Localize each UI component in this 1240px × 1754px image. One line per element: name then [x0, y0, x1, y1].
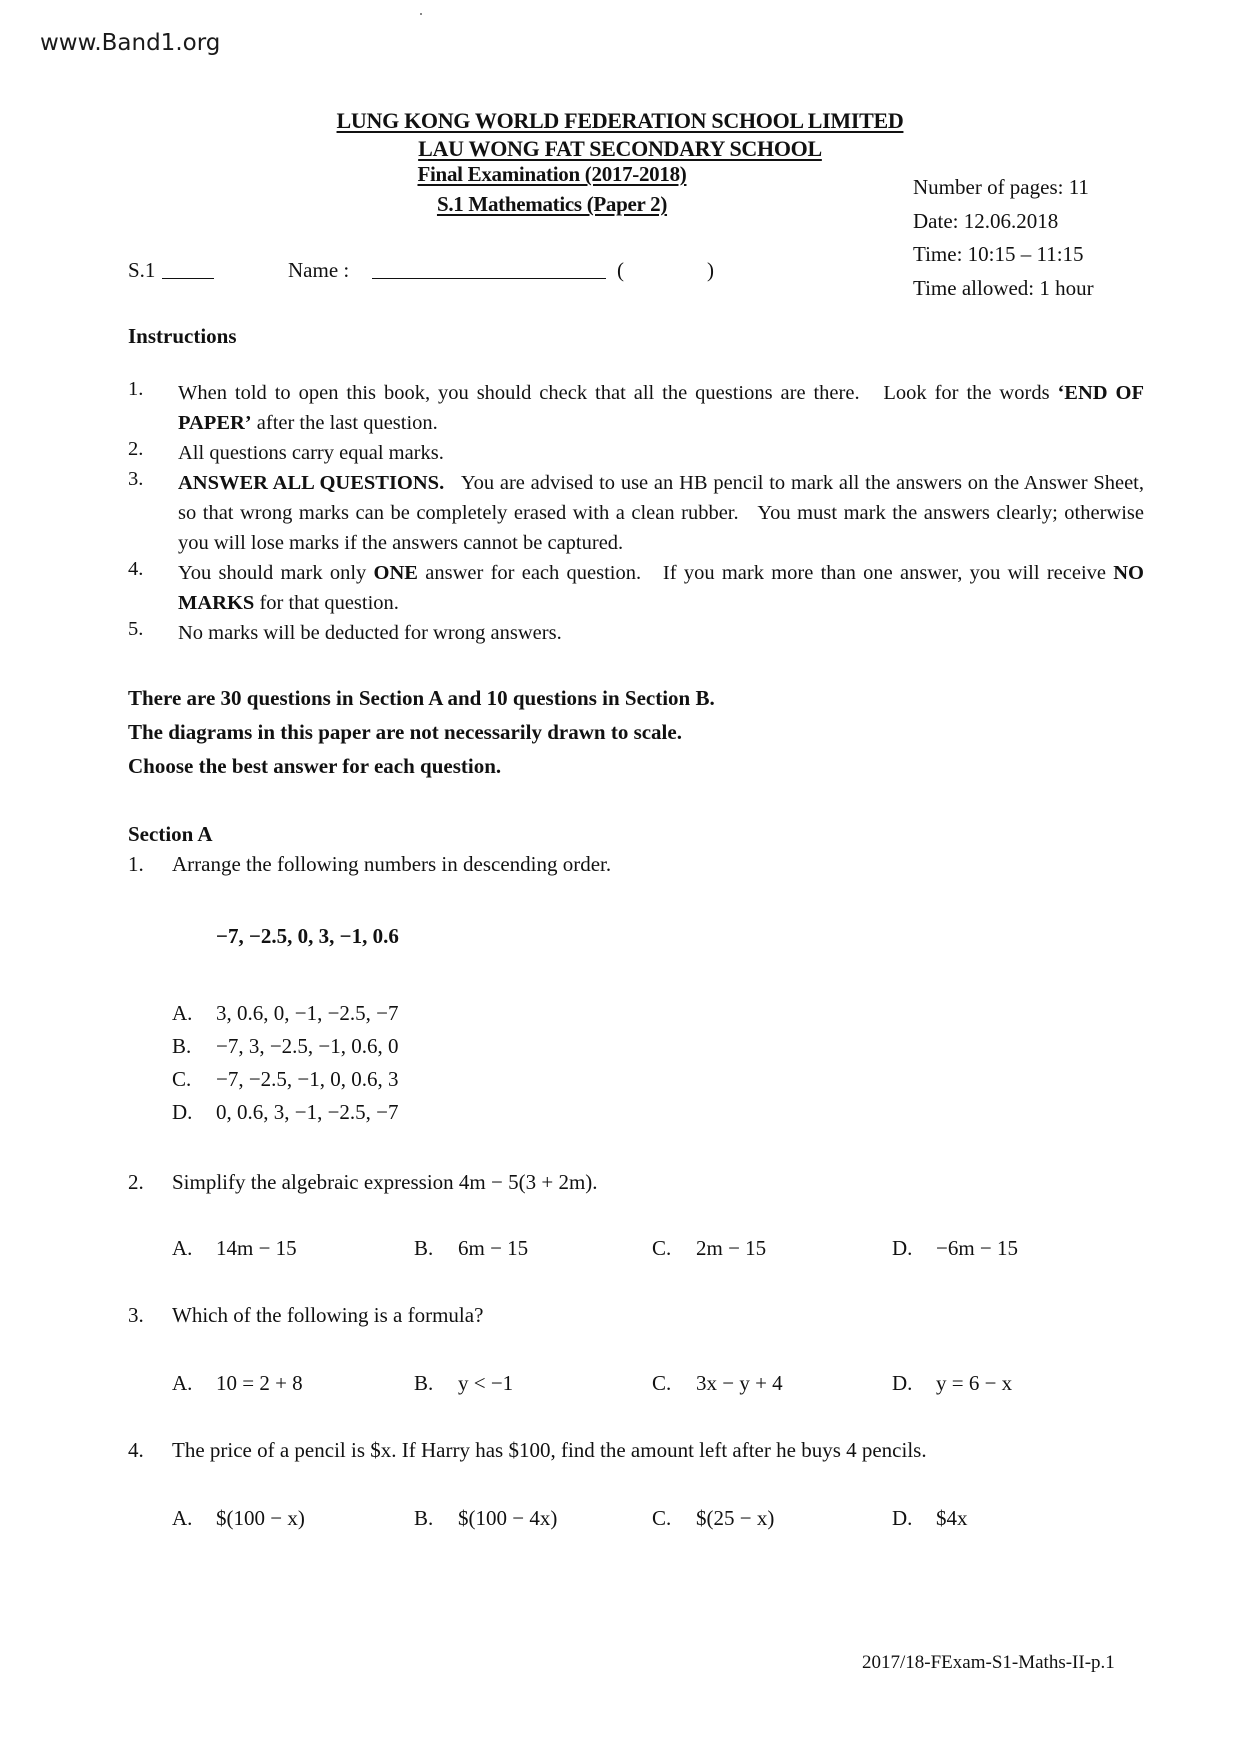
question-number: 3. [128, 1303, 144, 1327]
note-question-count: There are 30 questions in Section A and 10 questions in Section B. [128, 686, 715, 710]
question-number: 4. [128, 1438, 144, 1462]
option-value: −7, −2.5, −1, 0, 0.6, 3 [216, 1067, 399, 1091]
option-label: A. [172, 1506, 193, 1530]
option-label: B. [172, 1034, 192, 1058]
instructions-title: Instructions [128, 324, 237, 348]
instruction-number: 1. [128, 378, 144, 400]
instruction-text: All questions carry equal marks. [178, 442, 444, 464]
question-1-given-numbers: −7, −2.5, 0, 3, −1, 0.6 [216, 924, 399, 948]
meta-time: Time: 10:15 – 11:15 [913, 242, 1084, 266]
question-text: The price of a pencil is $x. If Harry has $100, find the amount left after he buys 4 pencils. [172, 1438, 927, 1462]
question-text: Arrange the following numbers in descending order. [172, 852, 612, 876]
header-school [0, 136, 1240, 162]
option-label: B. [414, 1371, 434, 1395]
class-number-paren-close: ) [707, 258, 714, 282]
header-exam-text: Final Examination (2017-2018) [417, 162, 687, 186]
option-value: 6m − 15 [458, 1236, 529, 1260]
option-label: D. [172, 1100, 193, 1124]
option-value: y = 6 − x [936, 1371, 1013, 1395]
header-school-text: LAU WONG FAT SECONDARY SCHOOL [418, 136, 822, 161]
watermark: www.Band1.org [40, 30, 221, 56]
option-label: C. [652, 1506, 672, 1530]
option-label: B. [414, 1236, 434, 1260]
option-value: $(25 − x) [696, 1506, 775, 1530]
option-value: $(100 − x) [216, 1506, 305, 1530]
question-number: 1. [128, 852, 144, 876]
option-value: −7, 3, −2.5, −1, 0.6, 0 [216, 1034, 399, 1058]
option-value: 3, 0.6, 0, −1, −2.5, −7 [216, 1001, 399, 1025]
instruction-number: 3. [128, 468, 144, 490]
option-label: A. [172, 1371, 193, 1395]
option-value: 10 = 2 + 8 [216, 1371, 303, 1395]
meta-time-allowed: Time allowed: 1 hour [913, 276, 1094, 300]
question-text: Which of the following is a formula? [172, 1303, 484, 1327]
option-label: A. [172, 1001, 193, 1025]
option-label: D. [892, 1236, 913, 1260]
section-heading: Section A [128, 822, 213, 846]
option-value: −6m − 15 [936, 1236, 1019, 1260]
scan-speck [420, 13, 422, 15]
option-label: C. [652, 1371, 672, 1395]
instruction-text: No marks will be deducted for wrong answers. [178, 622, 562, 644]
instruction-text: You should mark only ONE answer for each question. If you mark more than one answer, you will receive NO MARKS for that question. [178, 562, 1144, 614]
header-org [0, 108, 1240, 134]
option-label: C. [652, 1236, 672, 1260]
class-field[interactable] [162, 278, 214, 279]
meta-pages: Number of pages: 11 [913, 175, 1089, 199]
header-subject-text: S.1 Mathematics (Paper 2) [436, 192, 668, 216]
meta-date: Date: 12.06.2018 [913, 209, 1059, 233]
option-label: D. [892, 1371, 913, 1395]
option-value: 14m − 15 [216, 1236, 297, 1260]
option-label: B. [414, 1506, 434, 1530]
name-field[interactable] [372, 278, 606, 279]
option-value: $4x [936, 1506, 968, 1530]
class-number-paren-open: ( [617, 258, 624, 282]
note-choose-best: Choose the best answer for each question. [128, 754, 502, 778]
option-value: 3x − y + 4 [696, 1371, 783, 1395]
option-value: y < −1 [458, 1371, 514, 1395]
class-label: S.1 [128, 258, 156, 282]
option-label: C. [172, 1067, 192, 1091]
option-label: D. [892, 1506, 913, 1530]
option-label: A. [172, 1236, 193, 1260]
note-diagrams-scale: The diagrams in this paper are not necessarily drawn to scale. [128, 720, 682, 744]
instruction-number: 4. [128, 558, 144, 580]
question-number: 2. [128, 1170, 144, 1194]
option-value: 2m − 15 [696, 1236, 767, 1260]
page-footer: 2017/18-FExam-S1-Maths-II-p.1 [862, 1652, 1115, 1673]
option-value: $(100 − 4x) [458, 1506, 558, 1530]
instruction-number: 5. [128, 618, 144, 640]
question-text: Simplify the algebraic expression 4m − 5(3 + 2m). [172, 1170, 598, 1194]
header-org-text: LUNG KONG WORLD FEDERATION SCHOOL LIMITED [336, 108, 904, 133]
option-value: 0, 0.6, 3, −1, −2.5, −7 [216, 1100, 399, 1124]
name-label: Name : [288, 258, 350, 282]
instruction-text: When told to open this book, you should check that all the questions are there. Look for the words ‘END OF PAPER’ after the last question. [178, 382, 1144, 434]
instruction-text: ANSWER ALL QUESTIONS. You are advised to use an HB pencil to mark all the answers on the Answer Sheet, so that wrong marks can be completely erased with a clean rubber. You must mark the answers clearly; otherwise you will lose marks if the answers cannot be captured. [178, 472, 1144, 554]
instruction-number: 2. [128, 438, 144, 460]
